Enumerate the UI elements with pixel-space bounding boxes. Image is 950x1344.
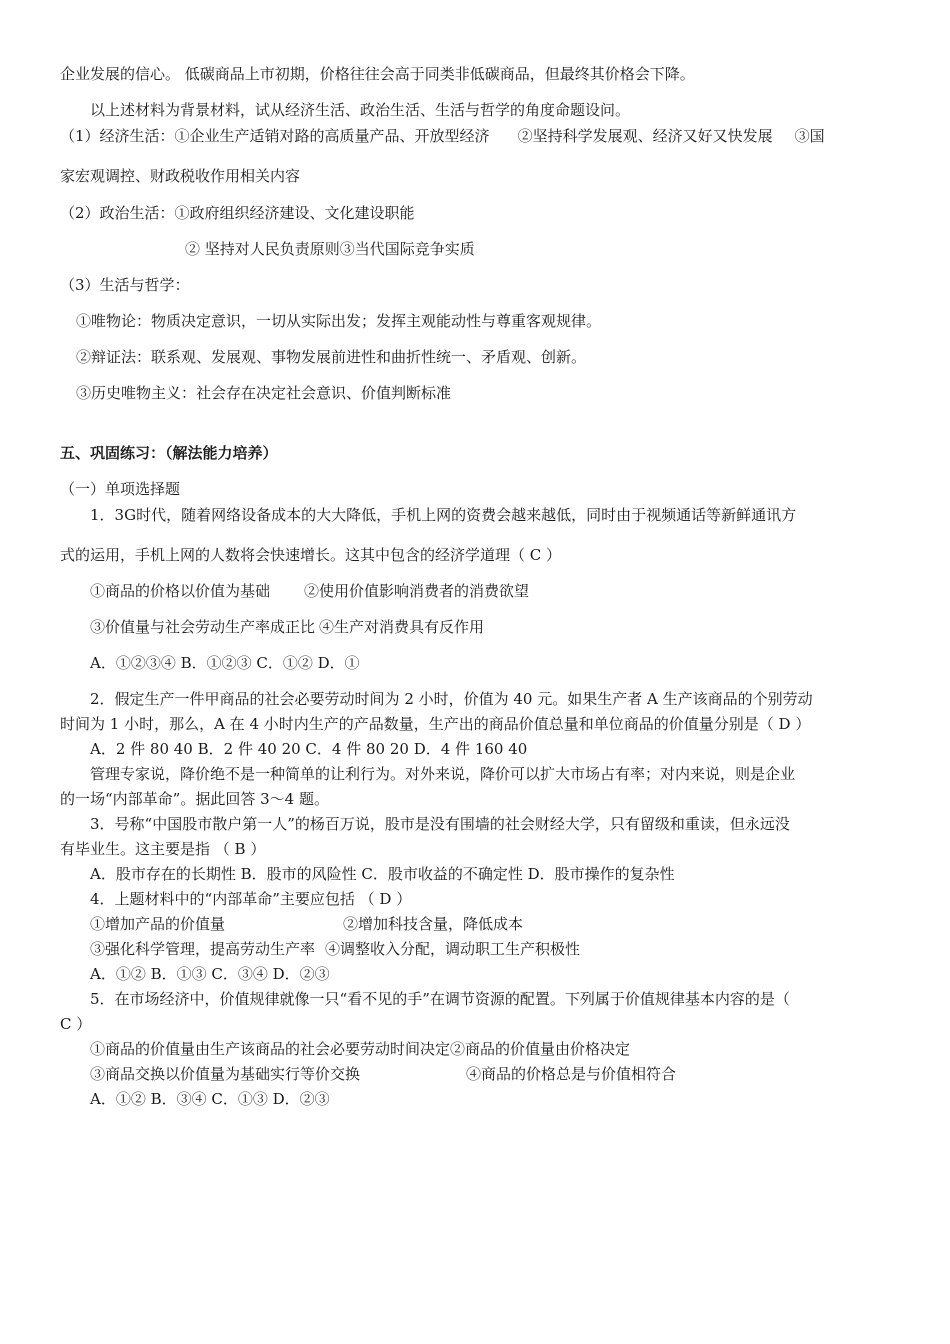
q4-options-row-2 (90, 939, 580, 959)
politics-label: （2）政治生活： (60, 204, 175, 222)
section-title: 五、巩固练习：（解法能力培养） (60, 444, 278, 462)
q4-choices: A．①② B．①③ C．③④ D．②③ (90, 965, 330, 983)
q5-option-1: ①商品的价值量由生产该商品的社会必要劳动时间决定②商品的价值量由价格决定 (90, 1040, 631, 1058)
intro-line-1: 企业发展的信心。 低碳商品上市初期，价格往往会高于同类非低碳商品，但最终其价格会下降。 (60, 65, 695, 83)
q3-stem-2: 有毕业生。这主要是指 （ B ） (60, 840, 266, 858)
politics-row (60, 203, 415, 223)
econ-item-1: ①企业生产适销对路的高质量产品、开放型经济 (174, 127, 490, 145)
q1-option-2: ②使用价值影响消费者的消费欲望 (304, 582, 530, 600)
q5-stem-1: 5．在市场经济中，价值规律就像一只“看不见的手”在调节资源的配置。下列属于价值规律基本内容的是（ (90, 990, 790, 1008)
q2-stem-1: 2．假定生产一件甲商品的社会必要劳动时间为 2 小时，价值为 40 元。如果生产者 A 生产该商品的个别劳动 (90, 690, 813, 708)
econ-item-2: ②坚持科学发展观、经济又好又快发展 (517, 127, 773, 145)
q1-stem-2: 式的运用，手机上网的人数将会快速增长。这其中包含的经济学道理（ C ） (60, 546, 562, 564)
q1-option-4: ④生产对消费具有反作用 (319, 618, 485, 636)
q4-options-row-1 (90, 914, 523, 934)
q4-option-4: ④调整收入分配，调动职工生产积极性 (325, 940, 581, 958)
econ-label: （1）经济生活： (60, 127, 175, 145)
q5-option-2: ③商品交换以价值量为基础实行等价交换 (90, 1065, 361, 1083)
philosophy-label: （3）生活与哲学： (60, 276, 190, 294)
politics-item-2: ② 坚持对人民负责原则③当代国际竞争实质 (185, 240, 475, 258)
section-subtitle: （一）单项选择题 (60, 480, 181, 498)
q1-options-row-2 (90, 617, 484, 637)
q2-stem-2: 时间为 1 小时，那么，A 在 4 小时内生产的产品数量，生产出的商品价值总量和单位商品的价值量分别是（ D ） (60, 715, 811, 733)
philosophy-item-3: ③历史唯物主义：社会存在决定社会意识、价值判断标准 (76, 384, 452, 402)
q1-option-3: ③价值量与社会劳动生产率成正比 (90, 618, 316, 636)
q4-option-3: ③强化科学管理，提高劳动生产率 (90, 940, 316, 958)
q1-stem-1: 1．3G时代，随着网络设备成本的大大降低，手机上网的资费会越来越低，同时由于视频通话等新鲜通讯方 (90, 506, 797, 524)
q5-option-3: ④商品的价格总是与价值相符合 (466, 1065, 677, 1083)
intro-line-2: 以上述材料为背景材料，试从经济生活、政治生活、生活与哲学的角度命题设问。 (90, 101, 631, 119)
q5-choices: A．①② B．③④ C．①③ D．②③ (90, 1090, 330, 1108)
q1-options-row-1 (90, 581, 529, 601)
q1-option-1: ①商品的价格以价值为基础 (90, 582, 271, 600)
q3-stem-1: 3．号称“中国股市散户第一人”的杨百万说，股市是没有围墙的社会财经大学，只有留级和重读，但永远没 (90, 815, 790, 833)
material-line-1: 管理专家说，降价绝不是一种简单的让利行为。对外来说，降价可以扩大市场占有率；对内来说，则是企业 (90, 765, 796, 783)
material-line-2: 的一场“内部革命”。据此回答 3～4 题。 (60, 790, 329, 808)
philosophy-item-1: ①唯物论：物质决定意识，一切从实际出发；发挥主观能动性与尊重客观规律。 (76, 312, 602, 330)
econ-item-3a: ③国 (794, 127, 825, 145)
q4-option-1: ①增加产品的价值量 (90, 915, 226, 933)
politics-item-1: ①政府组织经济建设、文化建设职能 (174, 204, 415, 222)
q1-choices: A．①②③④ B．①②③ C．①② D．① (90, 654, 360, 672)
q5-stem-2: C ） (60, 1015, 92, 1033)
q5-options-row-2 (90, 1064, 676, 1084)
econ-row (60, 126, 825, 146)
econ-item-3b: 家宏观调控、财政税收作用相关内容 (60, 167, 301, 185)
q4-option-2: ②增加科技含量，降低成本 (343, 915, 524, 933)
q4-stem: 4．上题材料中的“内部革命”主要应包括 （ D ） (90, 890, 412, 908)
q2-choices: A．2 件 80 40 B．2 件 40 20 C．4 件 80 20 D．4 件 160 40 (90, 740, 528, 758)
q3-choices: A．股市存在的长期性 B．股市的风险性 C．股市收益的不确定性 D．股市操作的复杂性 (90, 865, 675, 883)
philosophy-item-2: ②辩证法：联系观、发展观、事物发展前进性和曲折性统一、矛盾观、创新。 (76, 348, 587, 366)
